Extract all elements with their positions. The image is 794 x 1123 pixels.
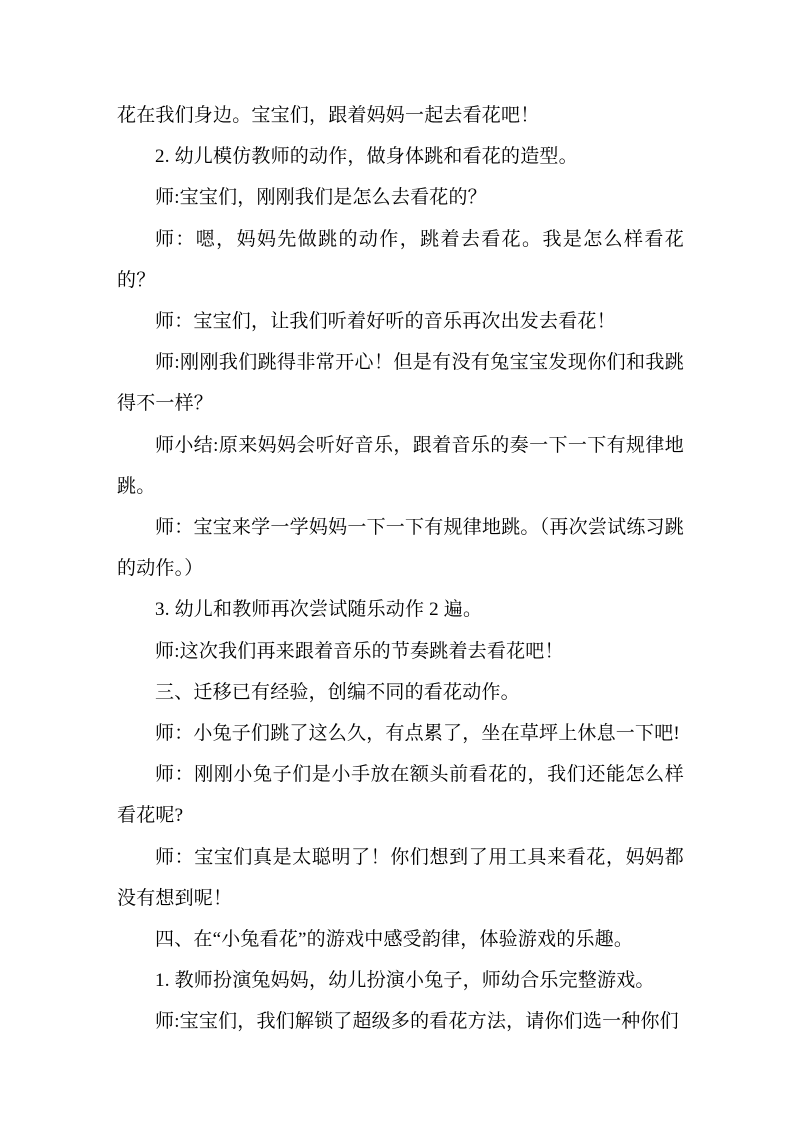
paragraph: 3. 幼儿和教师再次尝试随乐动作 2 遍。 [155,599,483,621]
paragraph: 师：嗯，妈妈先做跳的动作，跳着去看花。我是怎么样看花的？ [117,228,684,291]
paragraph: 师：宝宝们，让我们听着好听的音乐再次出发去看花！ [155,311,616,333]
paragraph: 1. 教师扮演兔妈妈，幼儿扮演小兔子，师幼合乐完整游戏。 [155,970,655,992]
paragraph: 四、在“小兔看花”的游戏中感受韵律，体验游戏的乐趣。 [155,929,634,951]
paragraph: 师：小兔子们跳了这么久，有点累了，坐在草坪上休息一下吧! [155,723,680,745]
paragraph: 三、迁移已有经验，创编不同的看花动作。 [155,681,520,703]
paragraph: 师:宝宝们，刚刚我们是怎么去看花的？ [155,187,487,209]
paragraph: 师：刚刚小兔子们是小手放在额头前看花的，我们还能怎么样看花呢? [117,764,684,827]
paragraph: 师:刚刚我们跳得非常开心！但是有没有兔宝宝发现你们和我跳得不一样？ [117,352,684,415]
paragraph: 师：宝宝来学一学妈妈一下一下有规律地跳。（再次尝试练习跳的动作。） [117,517,684,580]
document-text-body [117,95,684,1043]
paragraph: 师小结:原来妈妈会听好音乐，跟着音乐的奏一下一下有规律地跳。 [117,434,684,497]
paragraph: 师:宝宝们，我们解锁了超级多的看花方法，请你们选一种你们 [155,1011,679,1033]
paragraph: 师：宝宝们真是太聪明了！你们想到了用工具来看花，妈妈都没有想到呢！ [117,846,684,909]
paragraph: 师:这次我们再来跟着音乐的节奏跳着去看花吧！ [155,640,564,662]
paragraph: 花在我们身边。宝宝们，跟着妈妈一起去看花吧！ [117,105,540,126]
paragraph: 2. 幼儿模仿教师的动作，做身体跳和看花的造型。 [155,146,578,168]
